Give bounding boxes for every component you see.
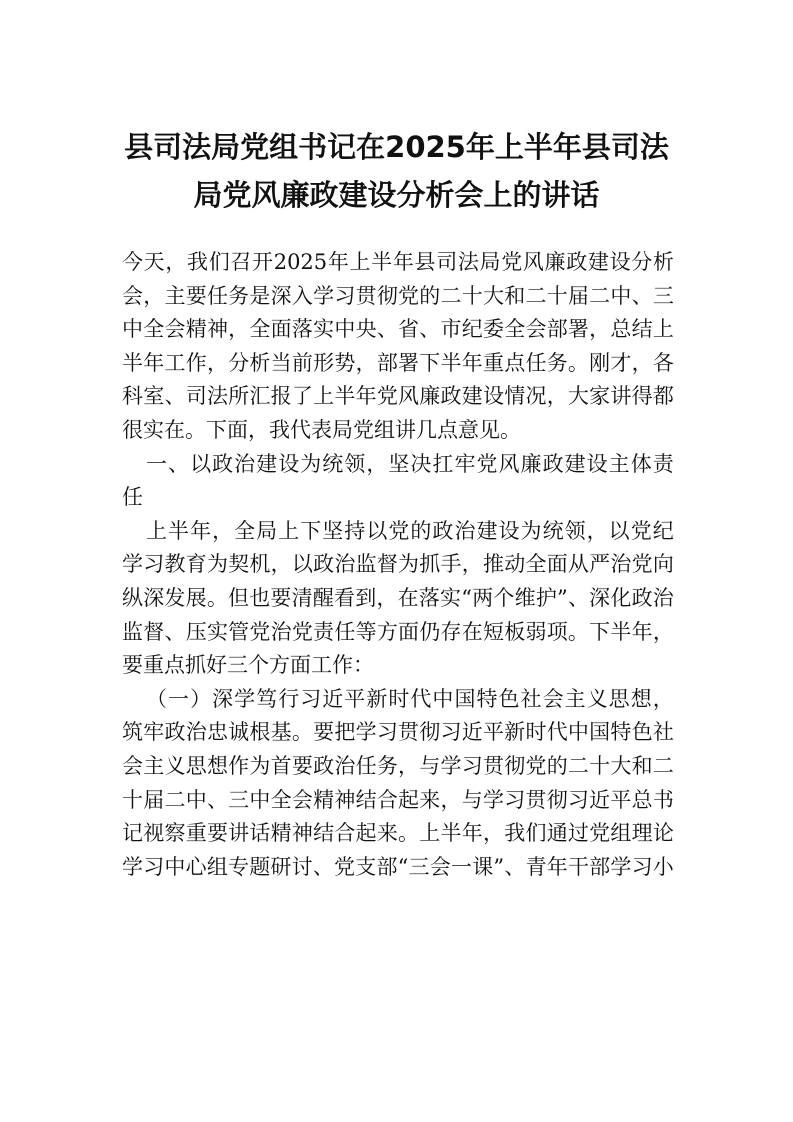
body-line: 记 视 察 重 要 讲 话 精 神 结 合 起 来 。 上 半 年 ， 我 们 通 过 党 组 理 论 bbox=[122, 821, 674, 846]
body-line: 筑 牢 政 治 忠 诚 根 基 。 要 把 学 习 贯 彻 习 近 平 新 时 代 中 国 特 色 社 bbox=[122, 720, 674, 745]
body-line: 上 半 年 ， 全 局 上 下 坚 持 以 党 的 政 治 建 设 为 统 领 ， 以 党 纪 bbox=[146, 518, 674, 543]
body-line: 今 天 ， 我 们 召 开 2025 年 上 半 年 县 司 法 局 党 风 廉 政 建 设 分 析 bbox=[122, 250, 674, 274]
body-line: 十 届 二 中 、 三 中 全 会 精 神 结 合 起 来 ， 与 学 习 贯 彻 习 近 平 总 书 bbox=[122, 787, 674, 812]
body-line: 纵 深 发 展 。 但 也 要 清 醒 看 到 ， 在 落 实 “ 两 个 维 护 ” 、 深 化 政 治 bbox=[122, 586, 674, 610]
body-line: 任 bbox=[122, 485, 143, 510]
body-line: （ 一 ） 深 学 笃 行 习 近 平 新 时 代 中 国 特 色 社 会 主 义 思 想 ， bbox=[146, 686, 674, 711]
body-line: 科 室 、 司 法 所 汇 报 了 上 半 年 党 风 廉 政 建 设 情 况 ， 大 家 讲 得 都 bbox=[122, 384, 674, 409]
body-line: 监 督 、 压 实 管 党 治 党 责 任 等 方 面 仍 存 在 短 板 弱 项 。 下 半 年 ， bbox=[122, 619, 674, 644]
body-line: 中 全 会 精 神 ， 全 面 落 实 中 央 、 省 、 市 纪 委 全 会 部 署 ， 总 结 上 bbox=[122, 317, 674, 342]
body-line: 会 主 义 思 想 作 为 首 要 政 治 任 务 ， 与 学 习 贯 彻 党 的 二 十 大 和 二 bbox=[122, 754, 674, 778]
body-line: 学 习 中 心 组 专 题 研 讨 、 党 支 部 “ 三 会 一 课 ” 、 青 年 干 部 学 习 小 bbox=[122, 854, 674, 879]
body-line: 一 、 以 政 治 建 设 为 统 领 ， 坚 决 扛 牢 党 风 廉 政 建 设 主 体 责 bbox=[146, 451, 674, 476]
document-title-line-2: 局党风廉政建设分析会上的讲话 bbox=[193, 178, 600, 212]
body-line: 半 年 工 作 ， 分 析 当 前 形 势 ， 部 署 下 半 年 重 点 任 务 。 刚 才 ， 各 bbox=[122, 350, 674, 375]
document-title-line-1: 县司法局党组书记在2025年上半年县司法 bbox=[124, 130, 669, 164]
body-line: 学 习 教 育 为 契 机 ， 以 政 治 监 督 为 抓 手 ， 推 动 全 面 从 严 治 党 向 bbox=[122, 552, 674, 577]
body-line: 要重点抓好三个方面工作： bbox=[122, 653, 374, 678]
body-line: 很实在。下面，我代表局党组讲几点意见。 bbox=[122, 418, 521, 442]
body-line: 会 ， 主 要 任 务 是 深 入 学 习 贯 彻 党 的 二 十 大 和 二 十 届 二 中 、 三 bbox=[122, 283, 674, 308]
